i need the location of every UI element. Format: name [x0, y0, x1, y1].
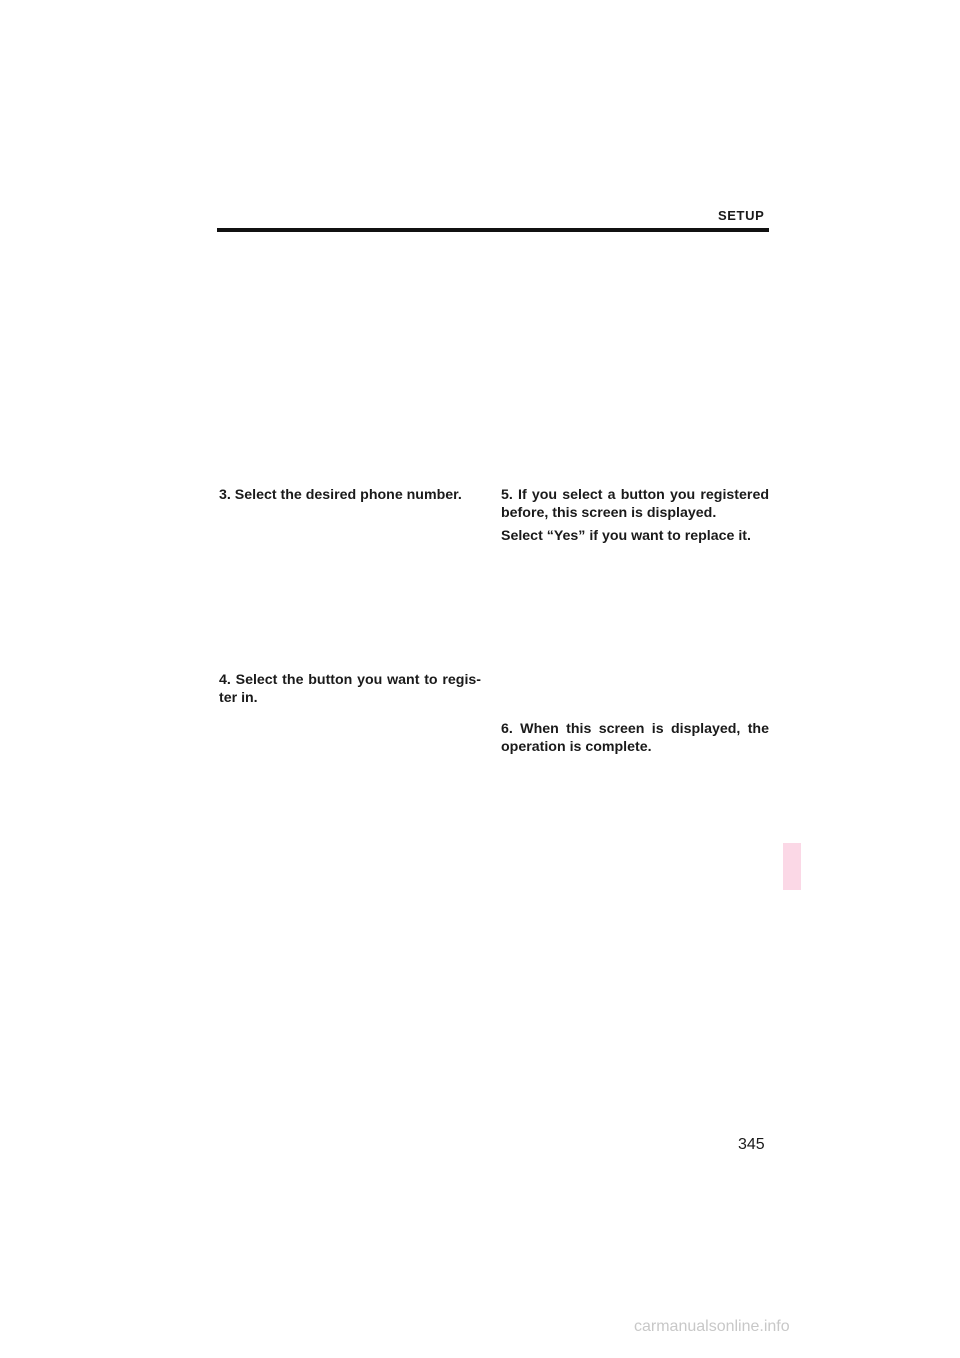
step-6-line-1: 6. When this screen is displayed, the [501, 721, 769, 737]
step-6-text [501, 720, 769, 756]
step-5-line-2: before, this screen is displayed. [501, 505, 717, 521]
step-4-line-2: ter in. [219, 690, 258, 706]
step-5-line-1: 5. If you select a button you registered [501, 487, 769, 503]
page-number: 345 [738, 1136, 765, 1153]
section-title: SETUP [718, 208, 765, 223]
step-4-line-1: 4. Select the button you want to regis- [219, 672, 481, 688]
header-rule [217, 228, 769, 232]
step-4-text [219, 671, 481, 707]
step-5-instruction: Select “Yes” if you want to replace it. [501, 528, 751, 544]
page-header [0, 0, 960, 240]
section-thumb-tab [783, 843, 801, 890]
step-3-text: 3. Select the desired phone number. [219, 487, 462, 503]
step-5-text [501, 486, 769, 522]
step-6-line-2: operation is complete. [501, 739, 652, 755]
watermark-text: carmanualsonline.info [634, 1318, 790, 1335]
